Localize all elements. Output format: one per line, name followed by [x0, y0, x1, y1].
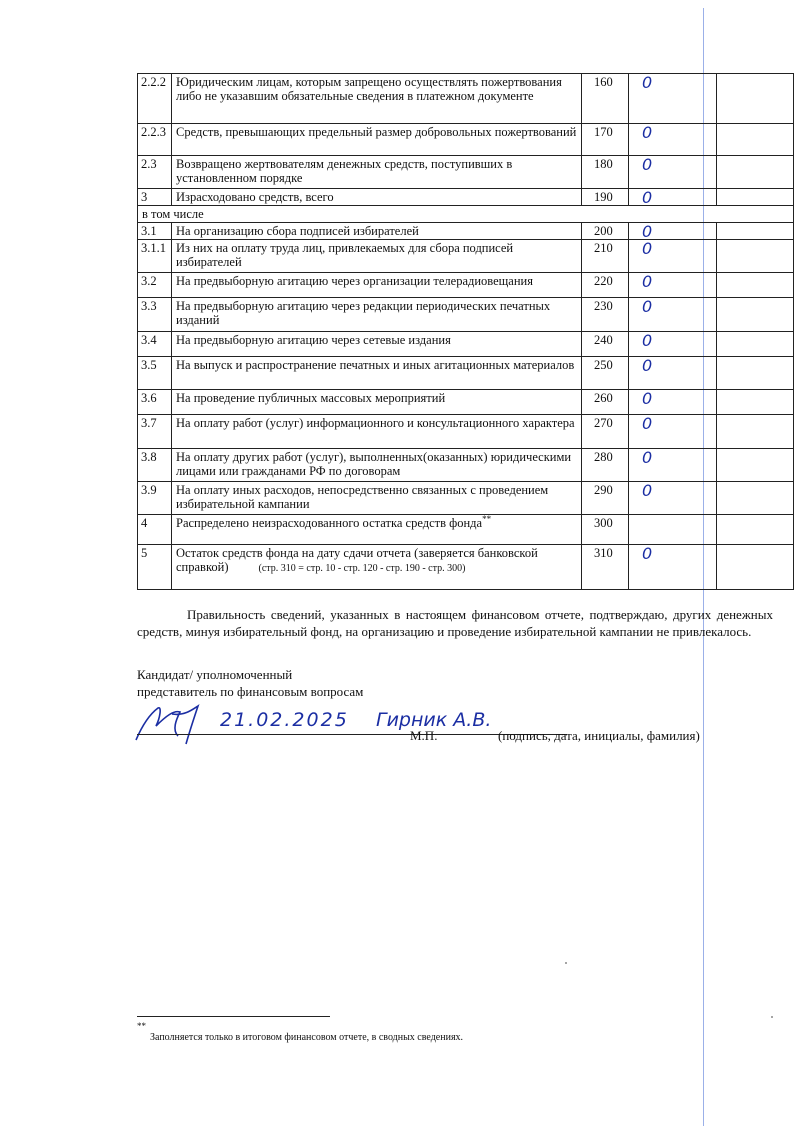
table-row: [138, 189, 794, 206]
row-description-text: На оплату иных расходов, непосредственно связанных с проведением избирательной кампании: [176, 483, 549, 511]
row-number: 3.3: [138, 298, 172, 332]
table-row: [138, 156, 794, 189]
row-description-text: На предвыборную агитацию через сетевые издания: [176, 333, 451, 347]
row-description-text: Израсходовано средств, всего: [176, 190, 334, 204]
amount-cell: [629, 390, 717, 415]
row-description: [172, 298, 582, 332]
row-code: 300: [582, 515, 629, 545]
table-row: [138, 515, 794, 545]
row-description: [172, 482, 582, 515]
signatory-role: [137, 666, 363, 700]
table-row: [138, 273, 794, 298]
scan-speck: [771, 1016, 773, 1018]
row-description-text: На предвыборную агитацию через организации телерадиовещания: [176, 274, 533, 288]
row-description-text: На организацию сбора подписей избирателей: [176, 224, 419, 238]
row-number: 3.1: [138, 223, 172, 240]
footnote-rule: [137, 1016, 330, 1017]
empty-cell: [717, 449, 794, 482]
row-description-text: На предвыборную агитацию через редакции периодических печатных изданий: [176, 299, 551, 327]
signature-caption: (подпись, дата, инициалы, фамилия): [498, 728, 700, 743]
amount-cell: [629, 223, 717, 240]
row-description-text: Юридическим лицам, которым запрещено осуществлять пожертвования либо не указавшим обязательные сведения в платежном документе: [176, 75, 562, 103]
amount-cell: [629, 124, 717, 156]
confirmation-paragraph: Правильность сведений, указанных в настоящем финансовом отчете, подтверждаю, других денежных средств, минуя избирательный фонд, на организацию и проведение избирательной кампании не привлекалось.: [137, 607, 773, 639]
row-code: 160: [582, 74, 629, 124]
row-description-text: Распределено неизрасходованного остатка средств фонда: [176, 516, 483, 530]
handwritten-zero: [639, 156, 663, 174]
row-description: [172, 449, 582, 482]
amount-cell: [629, 74, 717, 124]
row-number: 5: [138, 545, 172, 590]
svg-text:0: 0: [642, 74, 653, 92]
footnote-reference: **: [482, 513, 492, 524]
table-row: [138, 449, 794, 482]
row-code: 270: [582, 415, 629, 449]
svg-text:0: 0: [642, 156, 653, 174]
table-row: [138, 357, 794, 390]
row-number: 2.3: [138, 156, 172, 189]
handwritten-zero: [639, 223, 663, 241]
table-row: [138, 124, 794, 156]
table-row: [138, 223, 794, 240]
table-section-row: [138, 206, 794, 223]
handwritten-date: 21.02.2025: [220, 709, 349, 731]
empty-cell: [717, 415, 794, 449]
amount-cell: [629, 449, 717, 482]
svg-text:0: 0: [642, 223, 653, 241]
empty-cell: [717, 273, 794, 298]
section-label: в том числе: [138, 206, 794, 223]
table-row: [138, 298, 794, 332]
row-number: 4: [138, 515, 172, 545]
svg-text:0: 0: [642, 415, 653, 433]
empty-cell: [717, 74, 794, 124]
row-description: [172, 74, 582, 124]
empty-cell: [717, 156, 794, 189]
row-description: [172, 357, 582, 390]
row-number: 3: [138, 189, 172, 206]
handwritten-zero: [639, 390, 663, 408]
row-description-text: На выпуск и распространение печатных и иных агитационных материалов: [176, 358, 575, 372]
row-code: 240: [582, 332, 629, 357]
amount-cell: [629, 156, 717, 189]
row-number: 3.4: [138, 332, 172, 357]
amount-cell: [629, 545, 717, 590]
amount-cell: [629, 273, 717, 298]
row-description: [172, 332, 582, 357]
empty-cell: [717, 223, 794, 240]
row-description: [172, 390, 582, 415]
row-description: [172, 273, 582, 298]
row-description: [172, 415, 582, 449]
table-row: [138, 332, 794, 357]
financial-report-table: [137, 73, 794, 590]
table-row: [138, 240, 794, 273]
amount-cell: [629, 515, 717, 545]
amount-cell: [629, 482, 717, 515]
row-description: [172, 515, 582, 545]
handwritten-signature: [128, 696, 548, 751]
row-number: 2.2.3: [138, 124, 172, 156]
amount-cell: [629, 240, 717, 273]
svg-text:0: 0: [642, 357, 653, 375]
svg-text:0: 0: [642, 189, 653, 207]
empty-cell: [717, 545, 794, 590]
row-description-text: Остаток средств фонда на дату сдачи отчета (заверяется банковской справкой): [176, 546, 538, 574]
row-number: 3.7: [138, 415, 172, 449]
svg-text:0: 0: [642, 449, 653, 467]
row-number: 3.6: [138, 390, 172, 415]
handwritten-zero: [639, 240, 663, 258]
handwritten-zero: [639, 415, 663, 433]
row-description-text: На проведение публичных массовых мероприятий: [176, 391, 446, 405]
row-description-text: Из них на оплату труда лиц, привлекаемых для сбора подписей избирателей: [176, 241, 514, 269]
handwritten-zero: [639, 124, 663, 142]
handwritten-zero: [639, 545, 663, 563]
row-description-text: Средств, превышающих предельный размер добровольных пожертвований: [176, 125, 577, 139]
row-code: 250: [582, 357, 629, 390]
amount-cell: [629, 415, 717, 449]
row-description-text: Возвращено жертвователям денежных средств, поступивших в установленном порядке: [176, 157, 513, 185]
row-description: [172, 189, 582, 206]
row-code: 200: [582, 223, 629, 240]
stamp-label: М.П.: [410, 728, 438, 743]
handwritten-zero: [639, 298, 663, 316]
row-number: 3.1.1: [138, 240, 172, 273]
row-code: 230: [582, 298, 629, 332]
row-code: 260: [582, 390, 629, 415]
row-formula-note: (стр. 310 = стр. 10 - стр. 120 - стр. 190 - стр. 300): [258, 563, 466, 574]
row-code: 180: [582, 156, 629, 189]
row-description: [172, 545, 582, 590]
handwritten-zero: [639, 74, 663, 92]
row-number: 3.2: [138, 273, 172, 298]
handwritten-zero: [639, 189, 663, 207]
svg-text:0: 0: [642, 332, 653, 350]
table-row: [138, 545, 794, 590]
handwritten-zero: [639, 332, 663, 350]
row-number: 3.5: [138, 357, 172, 390]
svg-text:0: 0: [642, 273, 653, 291]
row-description: [172, 240, 582, 273]
amount-cell: [629, 332, 717, 357]
empty-cell: [717, 124, 794, 156]
row-description: [172, 124, 582, 156]
row-description: [172, 223, 582, 240]
row-number: 2.2.2: [138, 74, 172, 124]
scan-speck: [565, 962, 567, 964]
table-row: [138, 74, 794, 124]
svg-text:0: 0: [642, 124, 653, 142]
row-code: 280: [582, 449, 629, 482]
svg-text:0: 0: [642, 482, 653, 500]
amount-cell: [629, 298, 717, 332]
handwritten-zero: [639, 482, 663, 500]
handwritten-zero: [639, 449, 663, 467]
empty-cell: [717, 240, 794, 273]
empty-cell: [717, 482, 794, 515]
row-number: 3.9: [138, 482, 172, 515]
table-row: [138, 482, 794, 515]
handwritten-zero: [639, 273, 663, 291]
row-code: 310: [582, 545, 629, 590]
handwritten-name: Гирник А.В.: [376, 709, 492, 731]
amount-cell: [629, 189, 717, 206]
amount-cell: [629, 357, 717, 390]
row-description: [172, 156, 582, 189]
footnote-text: Заполняется только в итоговом финансовом отчете, в сводных сведениях.: [150, 1032, 464, 1043]
svg-text:0: 0: [642, 545, 653, 563]
signatory-line-1: Кандидат/ уполномоченный: [137, 667, 293, 682]
row-code: 220: [582, 273, 629, 298]
empty-cell: [717, 357, 794, 390]
empty-cell: [717, 332, 794, 357]
row-description-text: На оплату других работ (услуг), выполненных(оказанных) юридическими лицами или гражданами РФ по договорам: [176, 450, 572, 478]
svg-text:0: 0: [642, 298, 653, 316]
empty-cell: [717, 189, 794, 206]
row-description-text: На оплату работ (услуг) информационного и консультационного характера: [176, 416, 575, 430]
svg-text:0: 0: [642, 390, 653, 408]
footnote-marker: **: [137, 1021, 146, 1031]
handwritten-zero: [639, 357, 663, 375]
svg-text:0: 0: [642, 240, 653, 258]
row-code: 210: [582, 240, 629, 273]
row-code: 190: [582, 189, 629, 206]
row-number: 3.8: [138, 449, 172, 482]
empty-cell: [717, 298, 794, 332]
row-code: 170: [582, 124, 629, 156]
table-row: [138, 415, 794, 449]
table-row: [138, 390, 794, 415]
signatory-line-2: представитель по финансовым вопросам: [137, 684, 364, 699]
empty-cell: [717, 515, 794, 545]
empty-cell: [717, 390, 794, 415]
row-code: 290: [582, 482, 629, 515]
